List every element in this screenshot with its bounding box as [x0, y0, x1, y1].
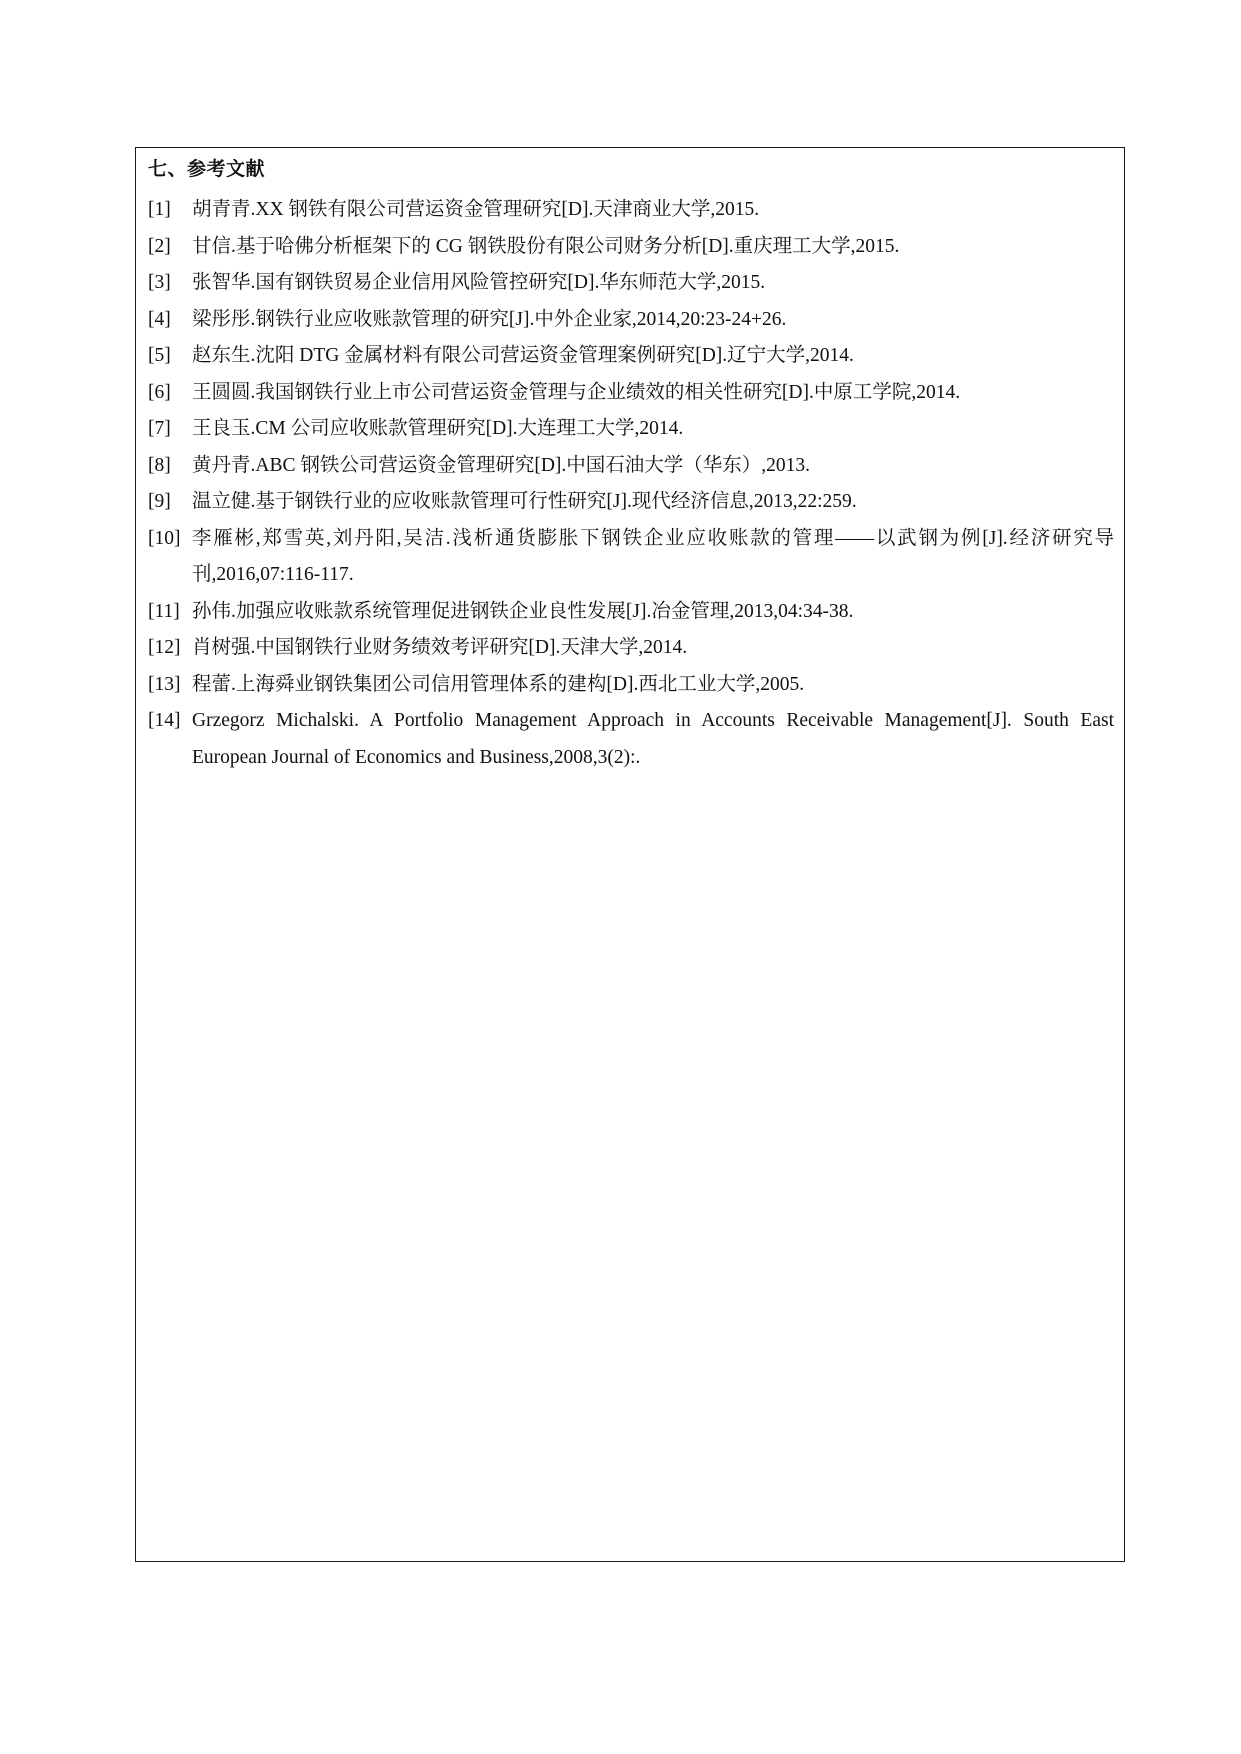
reference-item: [148, 594, 1114, 631]
reference-number: [10]: [148, 527, 181, 549]
reference-number: [8]: [148, 454, 171, 476]
reference-number: [14]: [148, 710, 181, 731]
reference-item: [148, 630, 1114, 667]
reference-item: [148, 265, 1114, 302]
reference-text: 黄丹青.ABC 钢铁公司营运资金管理研究[D].中国石油大学（华东）,2013.: [192, 454, 811, 476]
reference-text: 张智华.国有钢铁贸易企业信用风险管控研究[D].华东师范大学,2015.: [192, 272, 766, 293]
reference-item: [148, 229, 1114, 266]
reference-text: 赵东生.沈阳 DTG 金属材料有限公司营运资金管理案例研究[D].辽宁大学,2014.: [192, 345, 854, 366]
reference-number: [11]: [148, 600, 180, 622]
reference-item: [148, 192, 1114, 229]
reference-text: 孙伟.加强应收账款系统管理促进钢铁企业良性发展[J].冶金管理,2013,04:34-38.: [192, 600, 854, 622]
reference-number: [9]: [148, 491, 171, 512]
reference-number: [7]: [148, 418, 171, 439]
reference-text: Grzegorz Michalski. A Portfolio Management Approach in Accounts Receivable Management[J]. South East European Journal of Economics and Business,2008,3(2):.: [192, 710, 1114, 768]
reference-text: 温立健.基于钢铁行业的应收账款管理可行性研究[J].现代经济信息,2013,22:259.: [192, 491, 857, 512]
reference-text: 王良玉.CM 公司应收账款管理研究[D].大连理工大学,2014.: [192, 418, 684, 439]
references-box: [135, 147, 1125, 1562]
reference-number: [6]: [148, 381, 171, 403]
reference-item: [148, 375, 1114, 412]
reference-item: [148, 411, 1114, 448]
reference-text: 甘信.基于哈佛分析框架下的 CG 钢铁股份有限公司财务分析[D].重庆理工大学,2015.: [192, 235, 900, 257]
reference-item: [148, 338, 1114, 375]
reference-text: 梁彤彤.钢铁行业应收账款管理的研究[J].中外企业家,2014,20:23-24+26.: [192, 308, 787, 330]
reference-item: [148, 448, 1114, 485]
reference-text: 王圆圆.我国钢铁行业上市公司营运资金管理与企业绩效的相关性研究[D].中原工学院,2014.: [192, 381, 961, 403]
reference-item: [148, 667, 1114, 704]
section-title: 七、参考文献: [148, 158, 266, 180]
reference-text: 胡青青.XX 钢铁有限公司营运资金管理研究[D].天津商业大学,2015.: [192, 199, 760, 220]
reference-number: [5]: [148, 345, 171, 366]
reference-number: [1]: [148, 199, 171, 220]
reference-number: [3]: [148, 272, 171, 293]
reference-item: [148, 703, 1114, 776]
reference-number: [12]: [148, 637, 181, 658]
reference-number: [2]: [148, 235, 171, 257]
reference-number: [13]: [148, 673, 181, 695]
reference-item: [148, 302, 1114, 339]
reference-item: [148, 521, 1114, 594]
reference-item: [148, 484, 1114, 521]
reference-text: 李雁彬,郑雪英,刘丹阳,吴洁.浅析通货膨胀下钢铁企业应收账款的管理——以武钢为例[J].经济研究导刊,2016,07:116-117.: [192, 527, 1114, 585]
reference-list: [148, 192, 1114, 776]
reference-text: 程蕾.上海舜业钢铁集团公司信用管理体系的建构[D].西北工业大学,2005.: [192, 673, 805, 695]
reference-text: 肖树强.中国钢铁行业财务绩效考评研究[D].天津大学,2014.: [192, 637, 688, 658]
reference-number: [4]: [148, 308, 171, 330]
